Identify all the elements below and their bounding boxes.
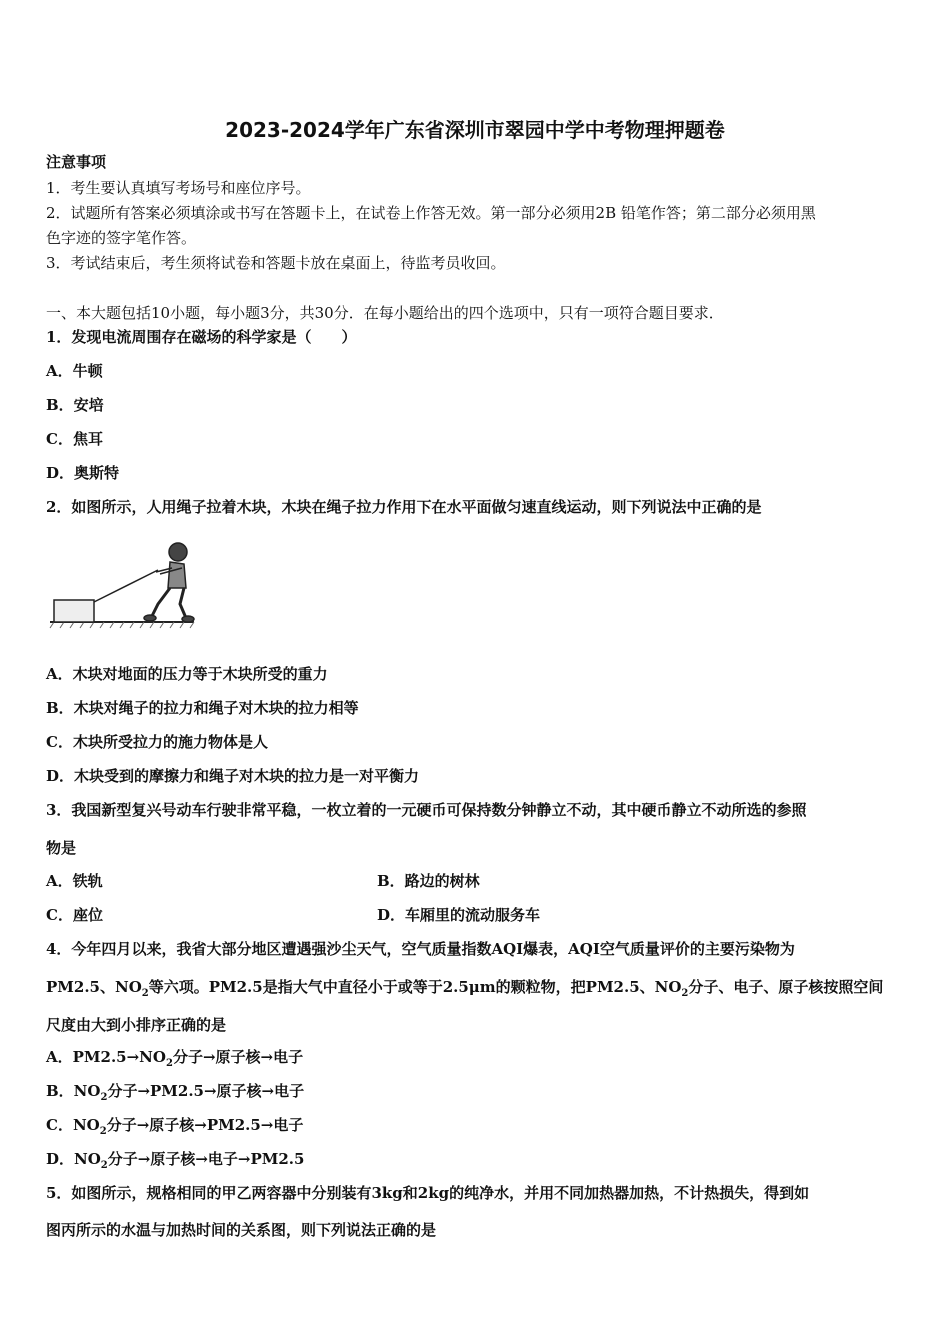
notice-item: 2．试题所有答案必须填涂或书写在答题卡上，在试卷上作答无效。第一部分必须用2B 铅笔作答；第二部分必须用黑 <box>46 204 816 222</box>
q1-option-a: A．牛顿 <box>46 362 103 380</box>
person <box>144 543 194 622</box>
q3-option-a: A．铁轨 <box>46 872 103 890</box>
q3-stem-cont: 物是 <box>46 839 77 857</box>
subscript-2: 2 <box>165 1058 173 1069</box>
subscript-2: 2 <box>141 988 149 999</box>
q2-option-b: B．木块对绳子的拉力和绳子对木块的拉力相等 <box>46 699 359 717</box>
q3-option-c: C．座位 <box>46 906 103 924</box>
option-text: 分子→原子核→电子→PM2.5 <box>107 1150 305 1168</box>
option-text: 分子→原子核→PM2.5→电子 <box>106 1116 304 1134</box>
q1-option-c: C．焦耳 <box>46 430 103 448</box>
q4-option-d <box>46 1149 304 1176</box>
q4-option-a <box>46 1047 303 1074</box>
wooden-block <box>54 600 94 622</box>
q3-option-d: D．车厢里的流动服务车 <box>377 906 541 924</box>
option-text: A．PM2.5→NO <box>46 1048 166 1066</box>
rope <box>94 570 158 602</box>
q2-option-d: D．木块受到的摩擦力和绳子对木块的拉力是一对平衡力 <box>46 767 420 785</box>
subscript-2: 2 <box>100 1092 108 1103</box>
q4-text: 等六项。PM2.5是指大气中直径小于或等于2.5μm的颗粒物，把PM2.5、NO <box>148 978 682 996</box>
q4-stem-cont: 尺度由大到小排序正确的是 <box>46 1016 227 1034</box>
q2-option-a: A．木块对地面的压力等于木块所受的重力 <box>46 665 328 683</box>
q3-option-b: B．路边的树林 <box>377 872 480 890</box>
q1-option-b: B．安培 <box>46 396 104 414</box>
q5-stem-cont: 图丙所示的水温与加热时间的关系图，则下列说法正确的是 <box>46 1221 437 1239</box>
subscript-2: 2 <box>100 1160 108 1171</box>
notice-item: 3．考试结束后，考生须将试卷和答题卡放在桌面上，待监考员收回。 <box>46 254 506 272</box>
exam-title: 2023-2024学年广东省深圳市翠园中学中考物理押题卷 <box>225 118 725 142</box>
q5-stem: 5．如图所示，规格相同的甲乙两容器中分别装有3kg和2kg的纯净水，并用不同加热器加热，不计热损失，得到如 <box>46 1184 810 1202</box>
option-text: 分子→PM2.5→原子核→电子 <box>107 1082 305 1100</box>
notice-item: 1．考生要认真填写考场号和座位序号。 <box>46 179 311 197</box>
q4-text: 分子、电子、原子核按照空间 <box>688 978 884 996</box>
q4-text: PM2.5、NO <box>46 978 142 996</box>
option-text: B．NO <box>46 1082 101 1100</box>
section-heading: 一、本大题包括10小题，每小题3分，共30分．在每小题给出的四个选项中，只有一项符合题目要求． <box>46 304 724 322</box>
ground <box>50 622 194 628</box>
option-text: D．NO <box>46 1150 101 1168</box>
q2-option-c: C．木块所受拉力的施力物体是人 <box>46 733 268 751</box>
q3-stem: 3．我国新型复兴号动车行驶非常平稳，一枚立着的一元硬币可保持数分钟静立不动，其中硬币静立不动所选的参照 <box>46 801 807 819</box>
notice-heading: 注意事项 <box>46 153 107 171</box>
subscript-2: 2 <box>681 988 689 999</box>
notice-item: 色字迹的签字笔作答。 <box>46 229 197 247</box>
q4-option-c <box>46 1115 303 1142</box>
q1-option-d: D．奥斯特 <box>46 464 120 482</box>
q4-stem-cont <box>46 977 883 1004</box>
q1-stem: 1．发现电流周围存在磁场的科学家是（ ） <box>46 328 357 346</box>
q4-stem: 4．今年四月以来，我省大部分地区遭遇强沙尘天气，空气质量指数AQI爆表，AQI空气质量评价的主要污染物为 <box>46 940 795 958</box>
q2-stem: 2．如图所示，人用绳子拉着木块，木块在绳子拉力作用下在水平面做匀速直线运动，则下列说法中正确的是 <box>46 498 762 516</box>
q2-figure-person-pulling-block <box>48 538 198 630</box>
option-text: C．NO <box>46 1116 100 1134</box>
q4-option-b <box>46 1081 304 1108</box>
subscript-2: 2 <box>99 1126 107 1137</box>
option-text: 分子→原子核→电子 <box>172 1048 304 1066</box>
